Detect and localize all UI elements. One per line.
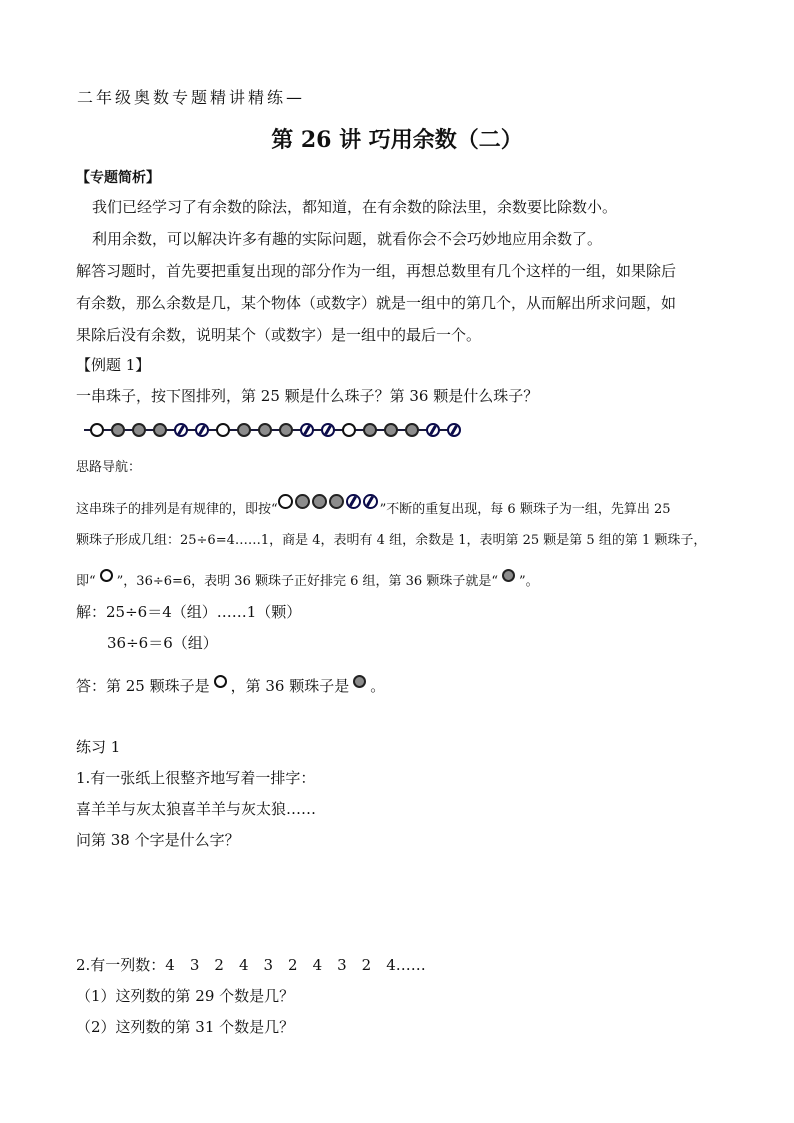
bead-striped-icon (195, 423, 209, 437)
bead-gray-icon (295, 494, 310, 509)
hint-line-3-prefix: 即“ (76, 574, 96, 589)
bead-striped-icon (363, 494, 378, 509)
bead-gray-icon (111, 423, 125, 437)
intro-paragraph-5: 果除后没有余数，说明某个（或数字）是一组中的最后一个。 (76, 326, 482, 344)
intro-paragraph-3: 解答习题时，首先要把重复出现的部分作为一组，再想总数里有几个这样的一组，如果除后 (76, 262, 677, 280)
bead-striped-icon (321, 423, 335, 437)
bead-gray-icon (153, 423, 167, 437)
example-question: 一串珠子，按下图排列，第 25 颗是什么珠子？第 36 颗是什么珠子？ (76, 387, 539, 405)
hint-line-3-middle: ”，36÷6=6，表明 36 颗珠子正好排完 6 组，第 36 颗珠子就是“ (116, 574, 498, 589)
practice-q1-line-3: 问第 38 个字是什么字？ (76, 831, 240, 849)
bead-striped-icon (426, 423, 440, 437)
hint-line-1 (76, 500, 671, 520)
practice-q2-line-1: 2.有一列数：4 3 2 4 3 2 4 3 2 4…… (76, 956, 426, 974)
intro-paragraph-4: 有余数，那么余数是几，某个物体（或数字）就是一组中的第几个，从而解出所求问题，如 (76, 294, 677, 312)
practice-label: 练习 1 (76, 738, 121, 756)
bead-white-icon (278, 494, 293, 509)
bead-gray-icon (258, 423, 272, 437)
lesson-title: 第 26 讲 巧用余数（二） (271, 127, 523, 153)
bead-gray-icon (353, 675, 366, 688)
solution-line-2: 36÷6＝6（组） (107, 634, 218, 652)
bead-gray-icon (363, 423, 377, 437)
bead-white-icon (90, 423, 104, 437)
example-label: 【例题 1】 (76, 356, 151, 374)
hint-line-1-prefix: 这串珠子的排列是有规律的，即按“ (76, 502, 278, 517)
intro-paragraph-1: 我们已经学习了有余数的除法，都知道，在有余数的除法里，余数要比除数小。 (92, 198, 618, 216)
bead-gray-icon (279, 423, 293, 437)
bead-striped-icon (447, 423, 461, 437)
solution-label: 解： (76, 603, 107, 621)
hint-line-2: 颗珠子形成几组：25÷6=4……1，商是 4，表明有 4 组，余数是 1，表明第 25 颗是第 5 组的第 1 颗珠子， (76, 533, 707, 548)
bead-gray-icon (132, 423, 146, 437)
bead-gray-icon (384, 423, 398, 437)
bead-white-icon (214, 675, 227, 688)
bead-striped-icon (174, 423, 188, 437)
answer-suffix: 。 (370, 677, 386, 695)
hint-label: 思路导航： (76, 460, 142, 475)
solution-line-1 (76, 602, 301, 622)
practice-q1-line-1: 1.有一张纸上很整齐地写着一排字： (76, 769, 316, 787)
hint-line-3-suffix: ”。 (518, 574, 539, 589)
hint-line-1-suffix: ”不断的重复出现，每 6 颗珠子为一组，先算出 25 (379, 502, 671, 517)
bead-gray-icon (502, 569, 515, 582)
bead-white-icon (216, 423, 230, 437)
answer-line (76, 676, 385, 696)
bead-string-figure (84, 420, 464, 440)
practice-q2-sub-2: （2）这列数的第 31 个数是几？ (76, 1018, 295, 1036)
bead-pattern-group (278, 492, 380, 512)
series-title: 二年级奥数专题精讲精练— (77, 88, 306, 107)
bead-striped-icon (346, 494, 361, 509)
intro-paragraph-2: 利用余数，可以解决许多有趣的实际问题，就看你会不会巧妙地应用余数了。 (92, 230, 603, 248)
bead-white-icon (342, 423, 356, 437)
answer-middle: ，第 36 颗珠子是 (230, 677, 350, 695)
bead-striped-icon (300, 423, 314, 437)
section-label-analysis: 【专题简析】 (76, 170, 160, 186)
bead-gray-icon (329, 494, 344, 509)
hint-line-3 (76, 572, 539, 592)
practice-q2-sub-1: （1）这列数的第 29 个数是几？ (76, 987, 295, 1005)
solution-calc-1: 25÷6＝4（组）……1（颗） (106, 603, 302, 621)
practice-q1-line-2: 喜羊羊与灰太狼喜羊羊与灰太狼…… (76, 800, 317, 818)
bead-gray-icon (237, 423, 251, 437)
bead-white-icon (100, 569, 113, 582)
answer-prefix: 答：第 25 颗珠子是 (76, 677, 210, 695)
bead-gray-icon (405, 423, 419, 437)
bead-gray-icon (312, 494, 327, 509)
